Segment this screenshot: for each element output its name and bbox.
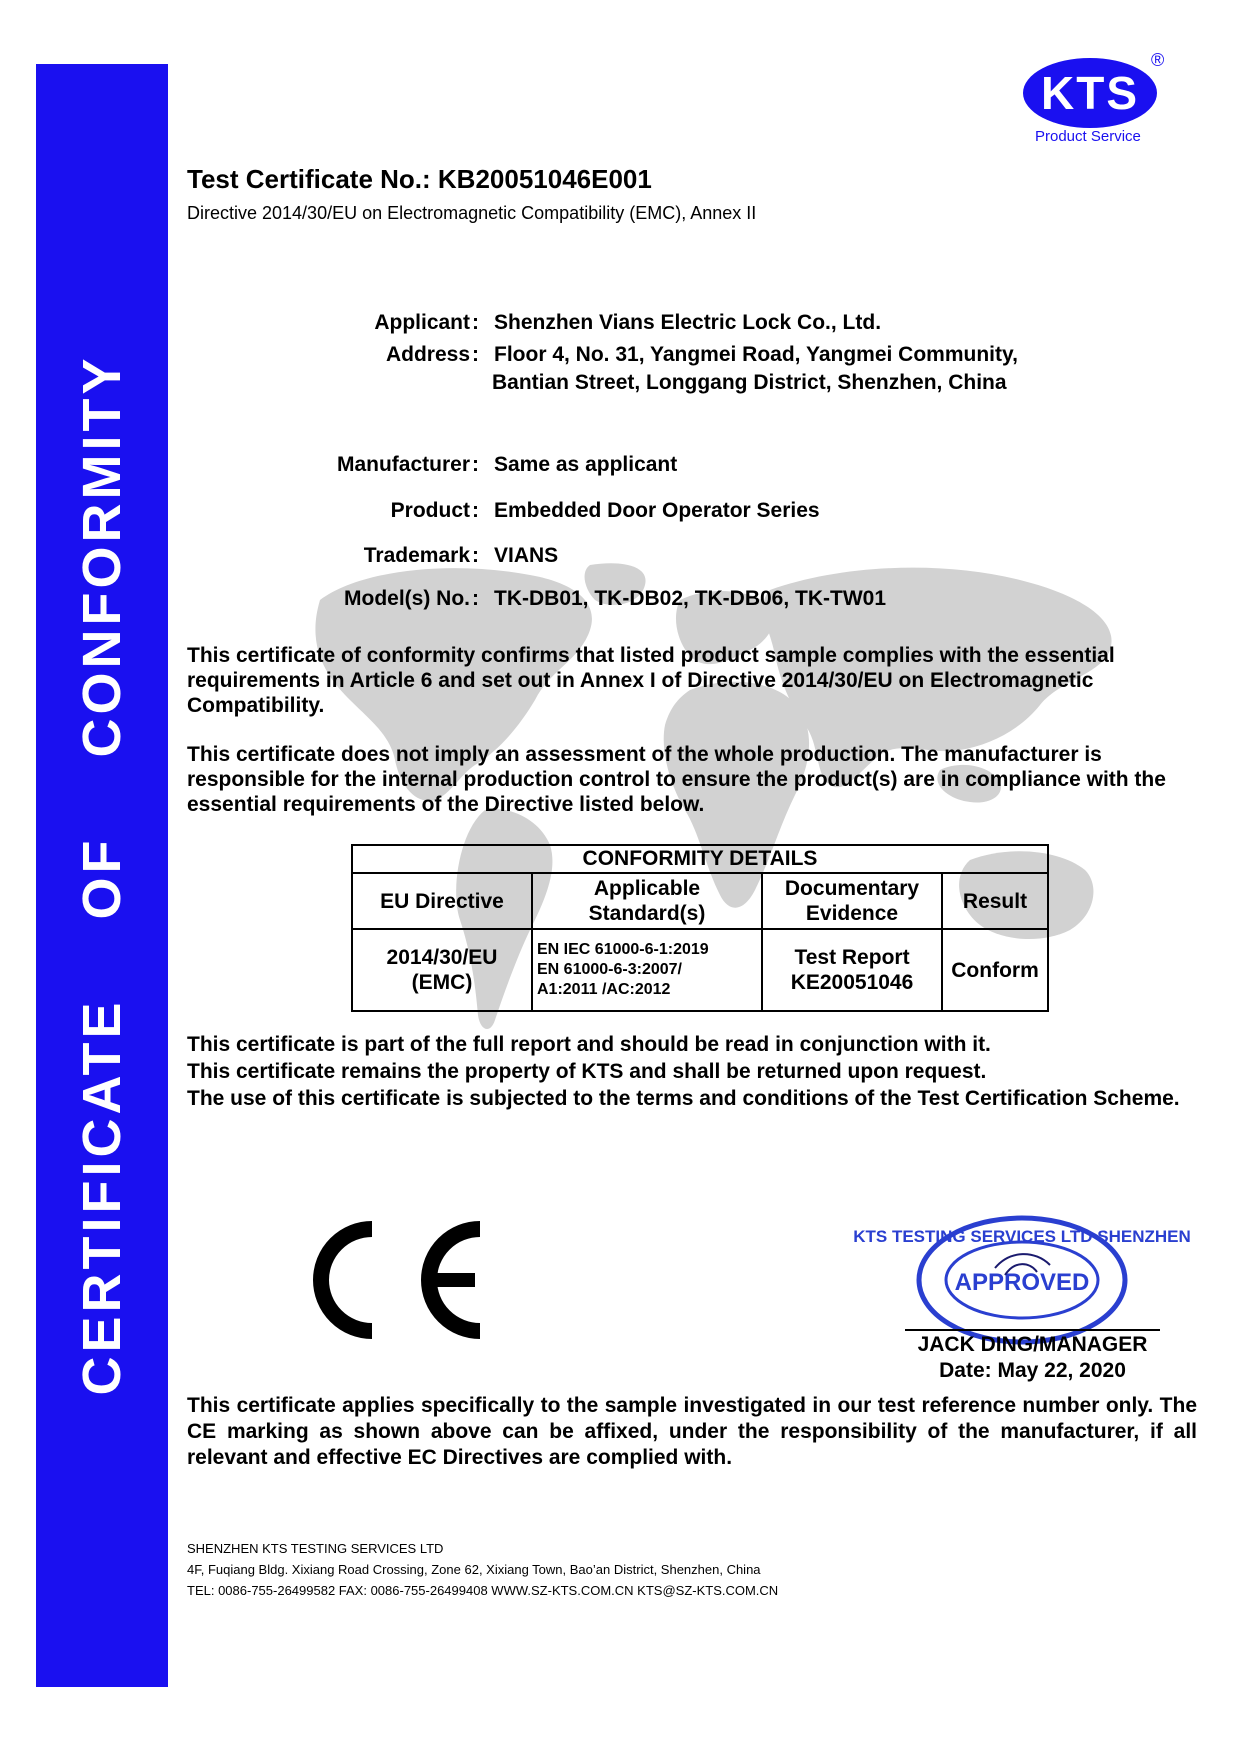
terms-line-2: This certificate remains the property of KTS and shall be returned upon request. <box>187 1060 987 1083</box>
signatory-name: JACK DING/MANAGER <box>917 1333 1148 1356</box>
address-line-2: Bantian Street, Longgang District, Shenzhen, China <box>492 371 1007 394</box>
terms-line-3: The use of this certificate is subjected to the terms and conditions of the Test Certification Scheme. <box>187 1087 1180 1110</box>
trademark-label: Trademark <box>363 544 470 567</box>
terms-line-1: This certificate is part of the full report and should be read in conjunction with it. <box>187 1033 991 1056</box>
applicant-label: Applicant <box>374 311 470 334</box>
table-title: CONFORMITY DETAILS <box>352 845 1048 873</box>
standard-line-2: EN 61000-6-3:2007/ <box>537 961 682 978</box>
address-label: Address <box>385 343 470 366</box>
signature-date: Date: May 22, 2020 <box>939 1359 1126 1382</box>
conformity-details-table <box>351 844 1049 1012</box>
kts-logo <box>1023 50 1173 150</box>
applicant-value: Shenzhen Vians Electric Lock Co., Ltd. <box>494 311 882 334</box>
trademark-value: VIANS <box>494 544 559 567</box>
cell-standards <box>532 929 762 1011</box>
trademark-colon: : <box>472 544 479 567</box>
side-banner-text: CERTIFICATE OF CONFORMITY <box>72 354 132 1396</box>
cell-result: Conform <box>942 929 1048 1011</box>
address-line-1: Floor 4, No. 31, Yangmei Road, Yangmei Community, <box>494 343 1018 366</box>
production-disclaimer: This certificate does not imply an assessment of the whole production. The manufacturer is responsible for the internal production control to ensure the product(s) are in compliance with the essential requirements of the Directive listed below. <box>187 743 1166 816</box>
applicability-paragraph: This certificate applies specifically to the sample investigated in our test reference number only. The CE marking as shown above can be affixed, under the responsibility of the manufacturer, if all relevant and effective EC Directives are complied with. <box>187 1394 1197 1469</box>
manufacturer-colon: : <box>472 453 479 476</box>
manufacturer-label: Manufacturer <box>336 453 470 476</box>
footer-address: 4F, Fuqiang Bldg. Xixiang Road Crossing, Zone 62, Xixiang Town, Bao’an District, Shenzhen, China <box>187 1562 761 1577</box>
header-result: Result <box>942 873 1048 929</box>
header-eu-directive: EU Directive <box>352 873 532 929</box>
evidence-line-1: Test Report <box>794 946 910 969</box>
terms-paragraph <box>187 1031 1197 1112</box>
models-value: TK-DB01, TK-DB02, TK-DB06, TK-TW01 <box>494 587 887 610</box>
standard-line-1: EN IEC 61000-6-1:2019 <box>537 941 709 958</box>
product-label: Product <box>390 499 470 522</box>
directive-line-1: 2014/30/EU <box>386 946 498 969</box>
kts-logo-mark: KTS <box>1023 58 1157 128</box>
kts-logo-subtitle: Product Service <box>1035 128 1141 145</box>
manufacturer-value: Same as applicant <box>494 453 678 476</box>
registered-mark: ® <box>1151 50 1165 70</box>
address-colon: : <box>472 343 479 366</box>
ce-mark <box>310 1215 495 1345</box>
header-documentary-evidence: Documentary Evidence <box>762 873 942 929</box>
table-header-row <box>352 873 1048 929</box>
stamp-ring-text: KTS TESTING SERVICES LTD SHENZHEN <box>853 1227 1191 1246</box>
header-applicable-standards: Applicable Standard(s) <box>532 873 762 929</box>
cell-directive <box>352 929 532 1011</box>
stamp-center-text: APPROVED <box>954 1269 1090 1296</box>
product-value: Embedded Door Operator Series <box>494 499 820 522</box>
product-colon: : <box>472 499 479 522</box>
applicant-colon: : <box>472 311 479 334</box>
conformity-statement: This certificate of conformity confirms that listed product sample complies with the essential requirements in Article 6 and set out in Annex I of Directive 2014/30/EU on Electromagnetic Compatibility. <box>187 644 1115 717</box>
signature-line <box>905 1329 1160 1331</box>
standard-line-3: A1:2011 /AC:2012 <box>537 981 671 998</box>
certificate-directive: Directive 2014/30/EU on Electromagnetic Compatibility (EMC), Annex II <box>187 203 757 223</box>
models-label: Model(s) No. <box>344 587 470 610</box>
cell-evidence <box>762 929 942 1011</box>
footer-company: SHENZHEN KTS TESTING SERVICES LTD <box>187 1541 444 1556</box>
footer-contact: TEL: 0086-755-26499582 FAX: 0086-755-26499408 WWW.SZ-KTS.COM.CN KTS@SZ-KTS.COM.CN <box>187 1583 779 1598</box>
certificate-number: Test Certificate No.: KB20051046E001 <box>187 164 652 194</box>
models-colon: : <box>472 587 479 610</box>
directive-line-2: (EMC) <box>411 971 473 994</box>
table-row <box>352 929 1048 1011</box>
evidence-line-2: KE20051046 <box>790 971 914 994</box>
